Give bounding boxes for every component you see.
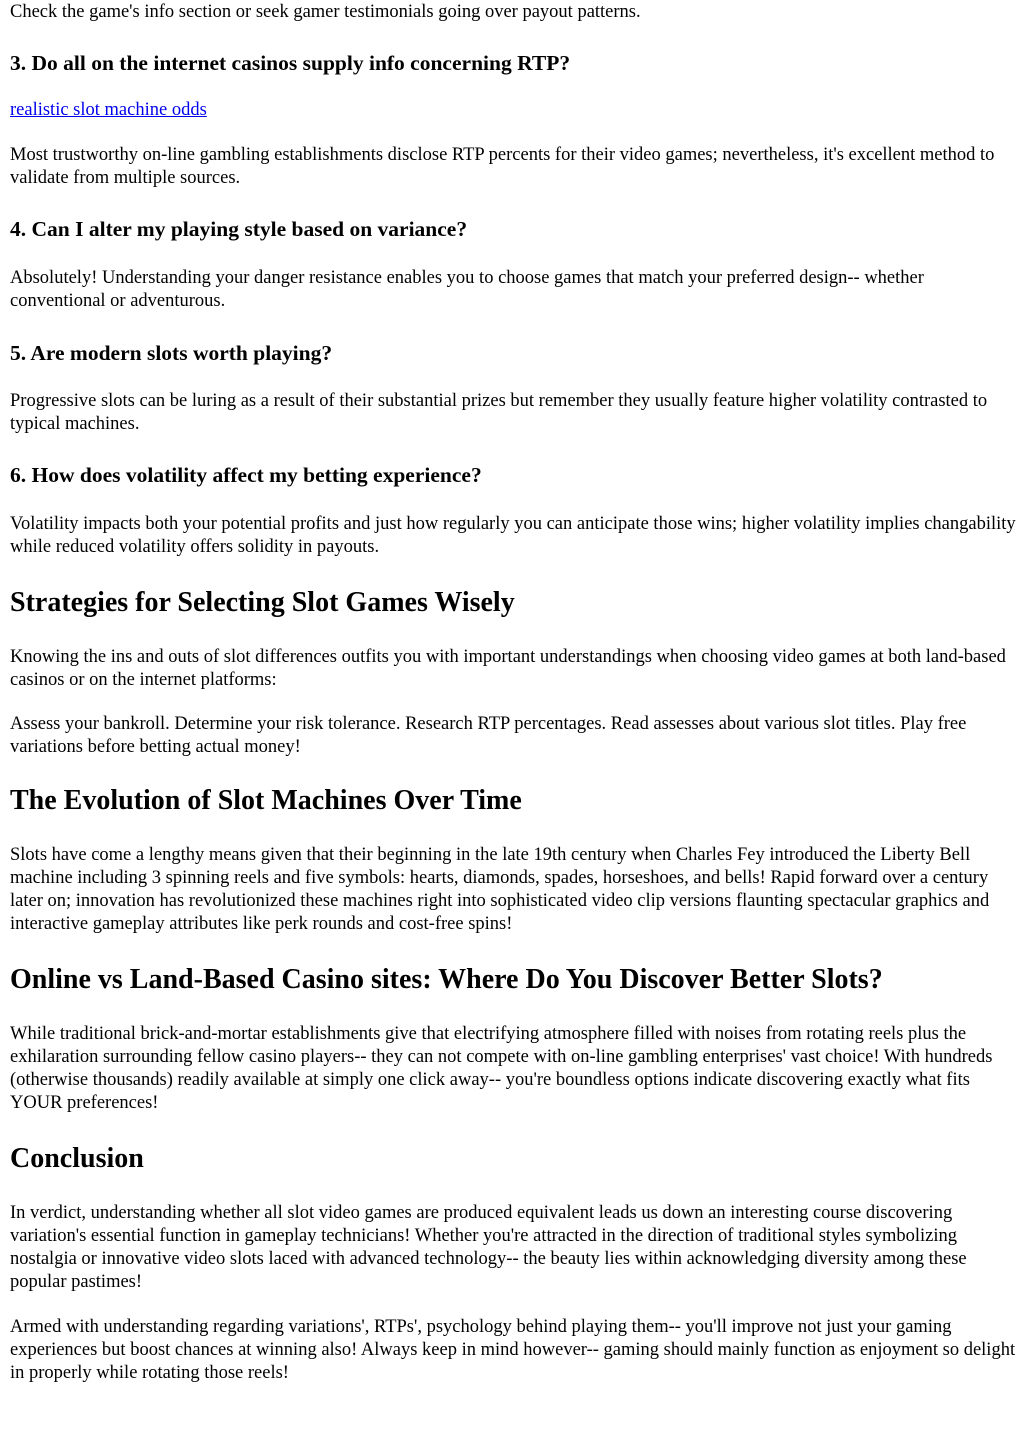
online-vs-land-paragraph-1: While traditional brick-and-mortar establishments give that electrifying atmosphere filled with noises from rotating reels plus the exhilaration surrounding fellow casino players-- they can not compete with on-line gambling enterprises' vast choice! With hundreds (otherwise thousands) readily available at simply one click away-- you're boundless options indicate discovering exactly what fits YOUR preferences! [10,1024,993,1113]
strategies-heading: Strategies for Selecting Slot Games Wisely [10,587,515,618]
faq-question-6: 6. How does volatility affect my betting experience? [10,463,482,487]
online-vs-land-heading: Online vs Land-Based Casino sites: Where Do You Discover Better Slots? [10,964,883,995]
faq-link-paragraph [10,99,1016,122]
conclusion-paragraph-1: In verdict, understanding whether all slot video games are produced equivalent leads us down an interesting course discovering variation's essential function in gameplay technicians! Whether you're attracted in the direction of traditional styles symbolizing nostalgia or innovative video slots laced with advanced technology-- the beauty lies within acknowledging diversity among these popular pastimes! [10,1203,967,1292]
conclusion-heading: Conclusion [10,1143,144,1174]
faq-answer-5: Progressive slots can be luring as a result of their substantial prizes but remember they usually feature higher volatility contrasted to typical machines. [10,391,988,434]
faq-question-5: 5. Are modern slots worth playing? [10,341,333,365]
evolution-paragraph-1: Slots have come a lengthy means given that their beginning in the late 19th century when Charles Fey introduced the Liberty Bell machine including 3 spinning reels and five symbols: hearts, diamonds, spades, horseshoes, and bells! Rapid forward over a century later on; innovation has revolutionized these machines right into sophisticated video clip versions flaunting spectacular graphics and interactive gameplay attributes like perk rounds and cost-free spins! [10,845,990,934]
faq-answer-4: Absolutely! Understanding your danger resistance enables you to choose games that match your preferred design-- whether conventional or adventurous. [10,268,924,311]
faq-answer-3: Most trustworthy on-line gambling establishments disclose RTP percents for their video games; nevertheless, it's excellent method to validate from multiple sources. [10,145,995,188]
intro-paragraph: Check the game's info section or seek gamer testimonials going over payout patterns. [10,2,641,22]
evolution-heading: The Evolution of Slot Machines Over Time [10,785,522,816]
faq-question-4: 4. Can I alter my playing style based on variance? [10,217,468,241]
strategies-paragraph-2: Assess your bankroll. Determine your risk tolerance. Research RTP percentages. Read assesses about various slot titles. Play free variations before betting actual money! [10,714,967,757]
faq-question-3: 3. Do all on the internet casinos supply info concerning RTP? [10,51,571,75]
conclusion-paragraph-2: Armed with understanding regarding variations', RTPs', psychology behind playing them-- you'll improve not just your gaming experiences but boost chances at winning also! Always keep in mind however-- gaming should mainly function as enjoyment so delight in properly while rotating those reels! [10,1317,1016,1383]
realistic-slot-odds-link[interactable]: realistic slot machine odds [10,100,207,120]
strategies-paragraph-1: Knowing the ins and outs of slot differences outfits you with important understandings when choosing video games at both land-based casinos or on the internet platforms: [10,647,1006,690]
faq-answer-6: Volatility impacts both your potential profits and just how regularly you can anticipate those wins; higher volatility implies changability while reduced volatility offers solidity in payouts. [10,514,1016,557]
